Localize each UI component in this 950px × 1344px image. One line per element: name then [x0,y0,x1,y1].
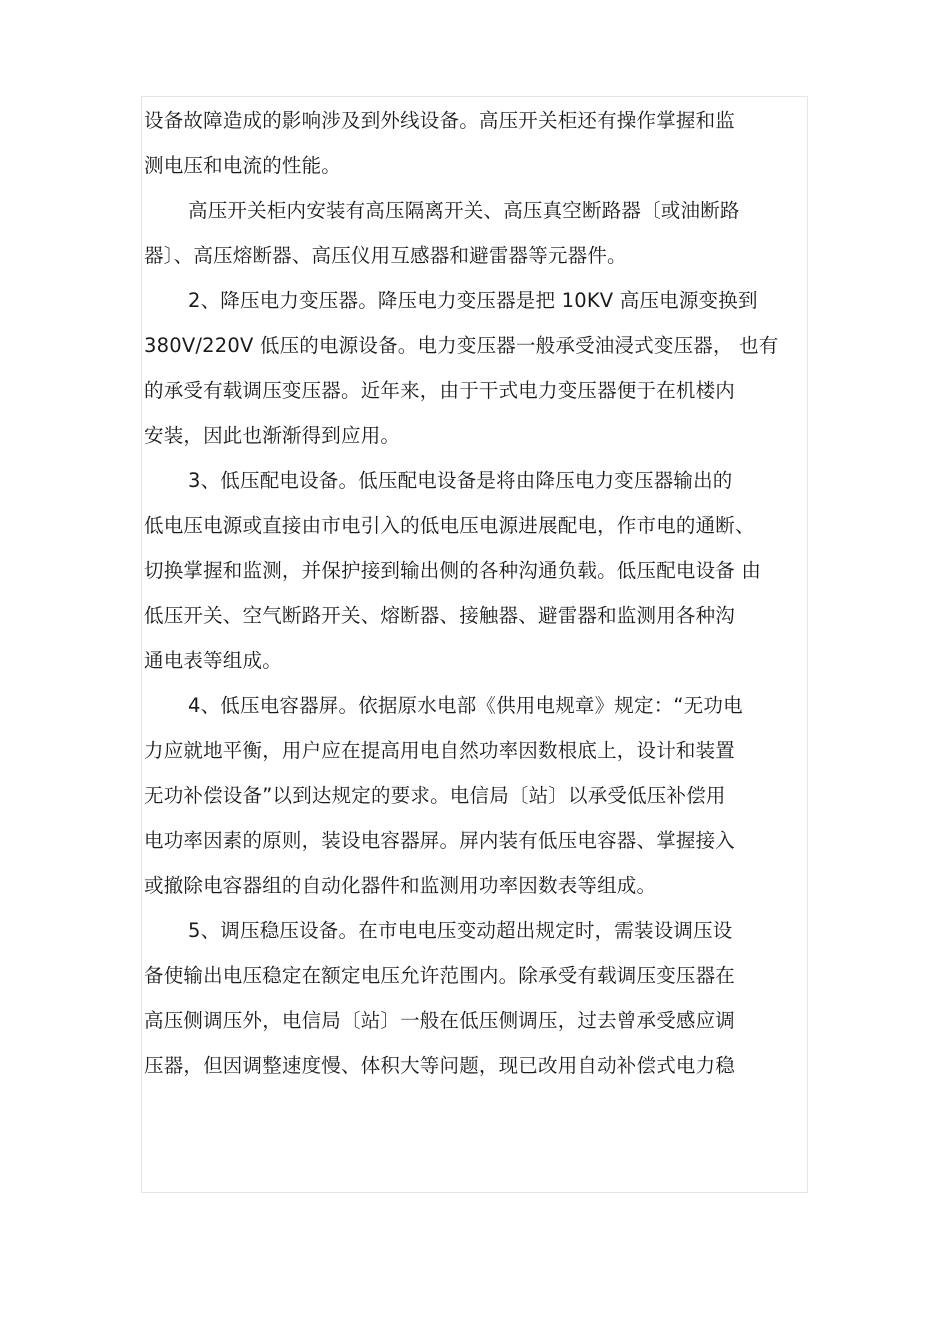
text-line: 或撤除电容器组的自动化器件和监测用功率因数表等组成。 [144,874,657,897]
text-line: 电功率因素的原则，装设电容器屏。屏内装有低压电容器、掌握接入 [144,829,736,852]
text-line: 380V/220V 低压的电源设备。电力变压器一般承受油浸式变压器， 也有 [144,334,779,357]
text-line: 无功补偿设备”以到达规定的要求。电信局〔站〕以承受低压补偿用 [144,784,726,807]
text-line: 的承受有载调压变压器。近年来，由于干式电力变压器便于在机楼内 [144,379,736,402]
text-line: 高压侧调压外，电信局〔站〕一般在低压侧调压，过去曾承受感应调 [144,1009,736,1032]
text-line: 通电表等组成。 [144,649,282,672]
text-line: 低压开关、空气断路开关、熔断器、接触器、避雷器和监测用各种沟 [144,604,736,627]
text-line: 压器，但因调整速度慢、体积大等问题，现已改用自动补偿式电力稳 [144,1054,736,1077]
text-line: 4、低压电容器屏。依据原水电部《供用电规章》规定：“无功电 [188,694,743,717]
text-line: 备使输出电压稳定在额定电压允许范围内。除承受有载调压变压器在 [144,964,736,987]
text-line: 2、降压电力变压器。降压电力变压器是把 10KV 高压电源变换到 [188,289,758,312]
document-body [144,98,834,1088]
text-line: 切换掌握和监测，并保护接到输出侧的各种沟通负载。低压配电设备 由 [144,559,762,582]
text-line: 力应就地平衡，用户应在提高用电自然功率因数根底上，设计和装置 [144,739,736,762]
text-line: 高压开关柜内安装有高压隔离开关、高压真空断路器〔或油断路 [188,199,740,222]
text-line: 测电压和电流的性能。 [144,154,342,177]
text-line: 器〕、高压熔断器、高压仪用互感器和避雷器等元器件。 [144,244,627,267]
text-line: 3、低压配电设备。低压配电设备是将由降压电力变压器输出的 [188,469,733,492]
text-line: 低电压电源或直接由市电引入的低电压电源进展配电，作市电的通断、 [144,514,755,537]
text-line: 安装，因此也渐渐得到应用。 [144,424,401,447]
text-line: 5、调压稳压设备。在市电电压变动超出规定时，需装设调压设 [188,919,733,942]
text-line: 设备故障造成的影响涉及到外线设备。高压开关柜还有操作掌握和监 [144,109,736,132]
